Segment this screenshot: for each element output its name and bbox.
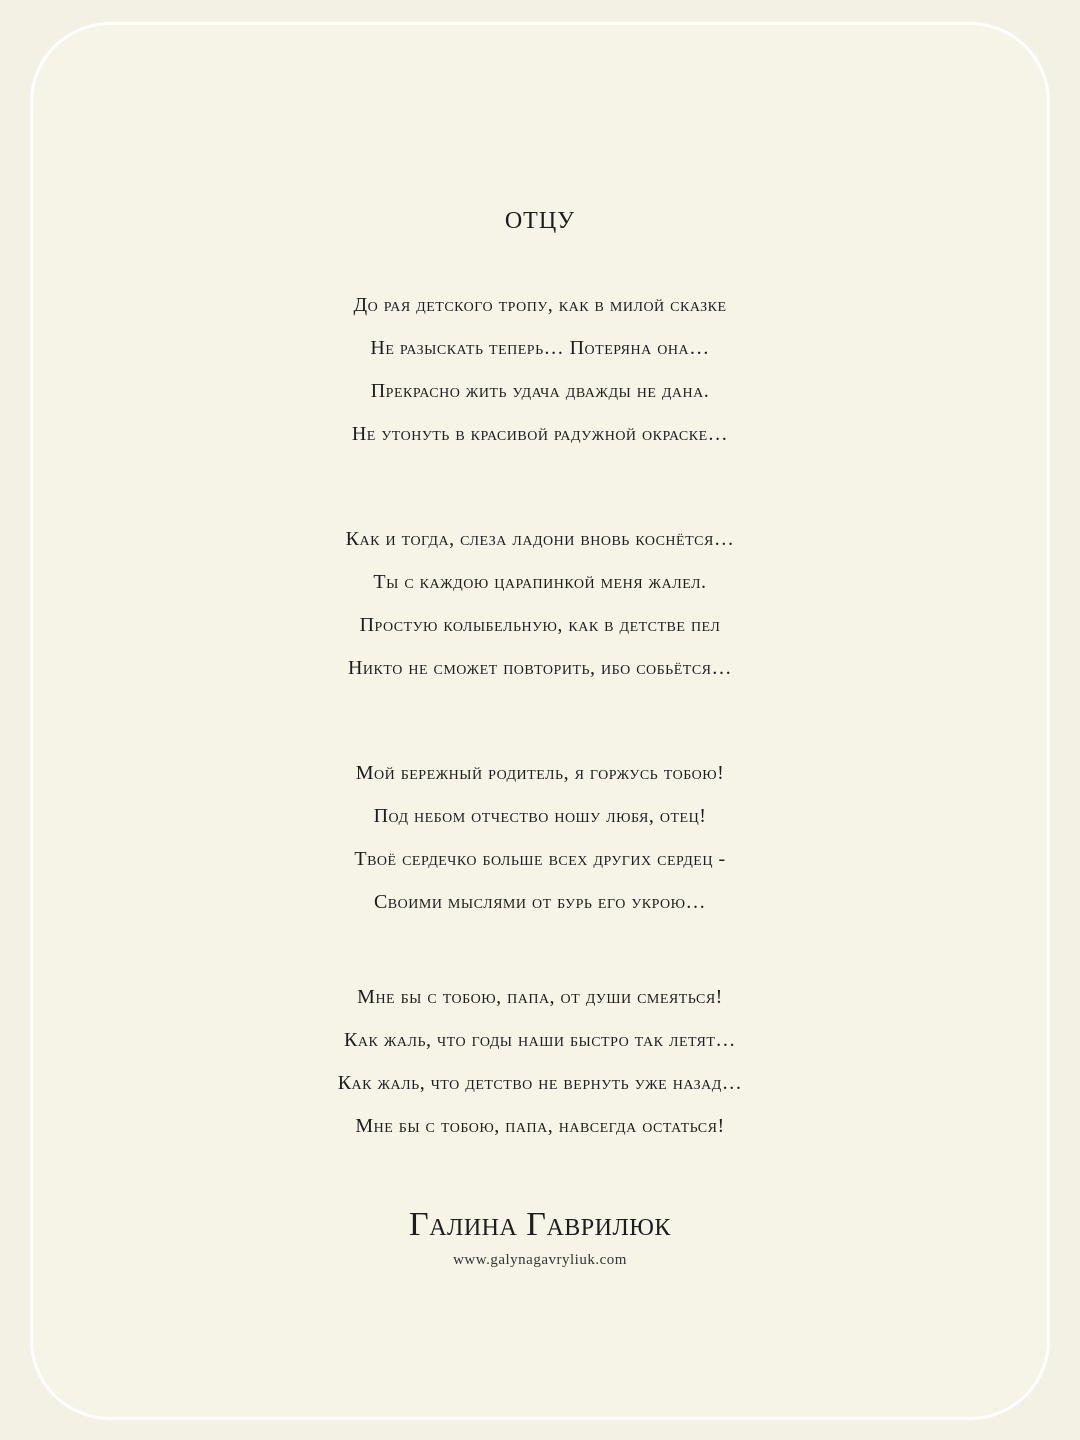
poem-line: Как жаль, что детство не вернуть уже назад… <box>337 1072 743 1094</box>
poem-line: Простую колыбельную, как в детстве пел <box>359 614 721 636</box>
poem-line: Мне бы с тобою, папа, навсегда остаться! <box>355 1115 725 1137</box>
author-website: www.galynagavryliuk.com <box>453 1252 627 1268</box>
poem-line: Прекрасно жить удача дважды не дана. <box>370 380 710 402</box>
poem-line: Твоё сердечко больше всех других сердец - <box>354 848 726 870</box>
author-name: Галина Гаврилюк <box>409 1206 671 1243</box>
poem-line: Как и тогда, слеза ладони вновь коснётся… <box>345 528 735 550</box>
poem-line: Под небом отчество ношу любя, отец! <box>373 805 707 827</box>
stanza-4 <box>0 976 1080 1148</box>
poem-line: До рая детского тропу, как в милой сказке <box>353 294 727 316</box>
poem-line: Не разыскать теперь… Потеряна она… <box>370 337 710 359</box>
stanza-2 <box>0 518 1080 690</box>
poem-line: Не утонуть в красивой радужной окраске… <box>351 423 729 445</box>
poem-line: Как жаль, что годы наши быстро так летят… <box>344 1029 736 1051</box>
poem-line: Мой бережный родитель, я горжусь тобою! <box>355 762 725 784</box>
poem-line: Ты с каждою царапинкой меня жалел. <box>373 571 707 593</box>
poem-line: Своими мыслями от бурь его укрою… <box>373 891 707 913</box>
poem-line: Никто не сможет повторить, ибо собьётся… <box>347 657 733 679</box>
poem-line: Мне бы с тобою, папа, от души смеяться! <box>357 986 723 1008</box>
stanza-1 <box>0 284 1080 456</box>
stanza-3 <box>0 752 1080 924</box>
poem-title: отцу <box>504 199 576 236</box>
